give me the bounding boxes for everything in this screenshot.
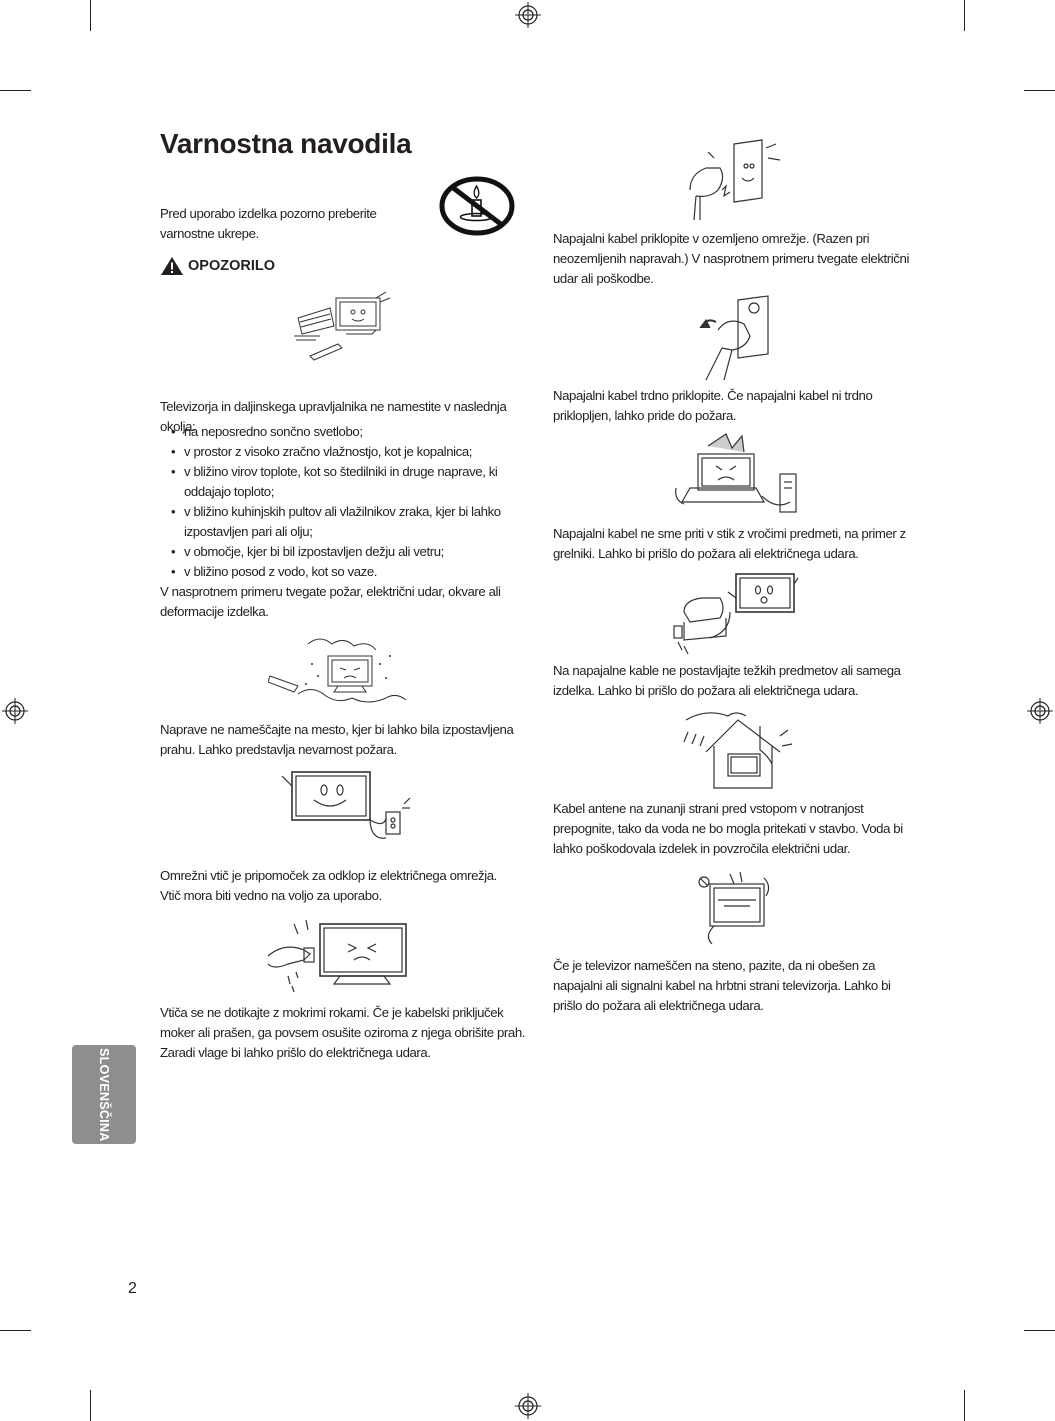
list-item: • v bližino kuhinjskih pultov ali vlažilnikov zraka, kjer bi lahko izpostavljen pari ali olju;: [160, 502, 530, 542]
registration-mark-icon: [515, 1393, 541, 1419]
wet-hands-text: Vtiča se ne dotikajte z mokrimi rokami. Če je kabelski priključek moker ali prašen, ga povsem osušite oziroma z njega obrišite prah.: [160, 1005, 526, 1040]
wall-mount-illustration: [694, 870, 774, 946]
antenna-house-illustration: [676, 706, 796, 792]
registration-mark-icon: [515, 2, 541, 28]
list-item: • v bližino virov toplote, kot so štedilniki in druge naprave, ki oddajajo toploto;: [160, 462, 530, 502]
heavy-object-text: Na napajalne kable ne postavljajte težkih predmetov ali samega izdelka. Lahko bi prišlo do požara ali električnega udara.: [553, 663, 901, 698]
grounded-outlet-illustration: [684, 138, 784, 224]
crop-mark: [964, 0, 965, 31]
list-item: • v prostor z visoko zračno vlažnostjo, kot je kopalnica;: [160, 442, 530, 462]
no-candle-icon: [438, 174, 516, 238]
crop-mark: [0, 90, 31, 91]
list-item: • na neposredno sončno svetlobo;: [160, 422, 530, 442]
moisture-warning-text: Zaradi vlage bi lahko prišlo do električnega udara.: [160, 1045, 431, 1060]
wall-mount-text: Če je televizor nameščen na steno, pazite, da ni obešen za napajalni ali signalni kabel na hrbtni strani televizorja. Lahko bi prišlo do požara ali električnega udara.: [553, 958, 891, 1013]
language-tab-label: [72, 1045, 136, 1144]
hot-object-illustration: [672, 430, 800, 522]
list-item: • v območje, kjer bi bil izpostavljen dežju ali vetru;: [160, 542, 530, 562]
warning-heading: [160, 256, 275, 276]
language-tab-text: SLOVENŠČINA: [97, 1047, 111, 1142]
heavy-object-illustration: [670, 568, 800, 658]
environment-intro-text: Televizorja in daljinskega upravljalnika ne namestite v naslednja okolja:: [160, 399, 507, 434]
dust-warning-text: Naprave ne nameščajte na mesto, kjer bi lahko bila izpostavljena prahu. Lahko predstavlja nevarnost požara.: [160, 722, 514, 757]
intro-text: Pred uporabo izdelka pozorno preberite varnostne ukrepe.: [160, 206, 377, 241]
ground-connection-text: Napajalni kabel priklopite v ozemljeno omrežje. (Razen pri neozemljenih napravah.) V nasprotnem primeru tvegate električni udar ali poškodbe.: [553, 231, 909, 286]
list-item: • v bližino posod z vodo, kot so vaze.: [160, 562, 530, 582]
firm-plug-illustration: [698, 290, 778, 382]
firm-connection-text: Napajalni kabel trdno priklopite. Če napajalni kabel ni trdno priklopljen, lahko pride do požara.: [553, 388, 873, 423]
page-number: 2: [128, 1280, 137, 1297]
environment-outro-text: V nasprotnem primeru tvegate požar, električni udar, okvare ali deformacije izdelka.: [160, 584, 501, 619]
dust-illustration: [268, 634, 410, 710]
registration-mark-icon: [1027, 698, 1053, 724]
warning-triangle-icon: [160, 256, 184, 276]
crop-mark: [90, 1390, 91, 1421]
crop-mark: [1024, 90, 1055, 91]
plug-access-text: Omrežni vtič je pripomoček za odklop iz električnega omrežja. Vtič mora biti vedno na voljo za uporabo.: [160, 868, 497, 903]
warning-label: OPOZORILO: [188, 258, 275, 274]
antenna-cable-text: Kabel antene na zunanji strani pred vstopom v notranjost prepognite, tako da voda ne bo mogla pritekati v stavbo. Voda bi lahko poškodovala izdelek in povzročila električni udar.: [553, 801, 903, 856]
heat-warning-text: Napajalni kabel ne sme priti v stik z vročimi predmeti, na primer z grelniki. Lahko bi prišlo do požara ali električnega udara.: [553, 526, 906, 561]
environment-list: [160, 422, 530, 582]
crop-mark: [0, 1330, 31, 1331]
crop-mark: [1024, 1330, 1055, 1331]
crop-mark: [90, 0, 91, 31]
wet-hands-illustration: [264, 914, 416, 994]
plug-access-illustration: [274, 768, 412, 846]
tv-remote-illustration: [290, 290, 394, 370]
crop-mark: [964, 1390, 965, 1421]
page-title: Varnostna navodila: [160, 128, 412, 159]
registration-mark-icon: [2, 698, 28, 724]
